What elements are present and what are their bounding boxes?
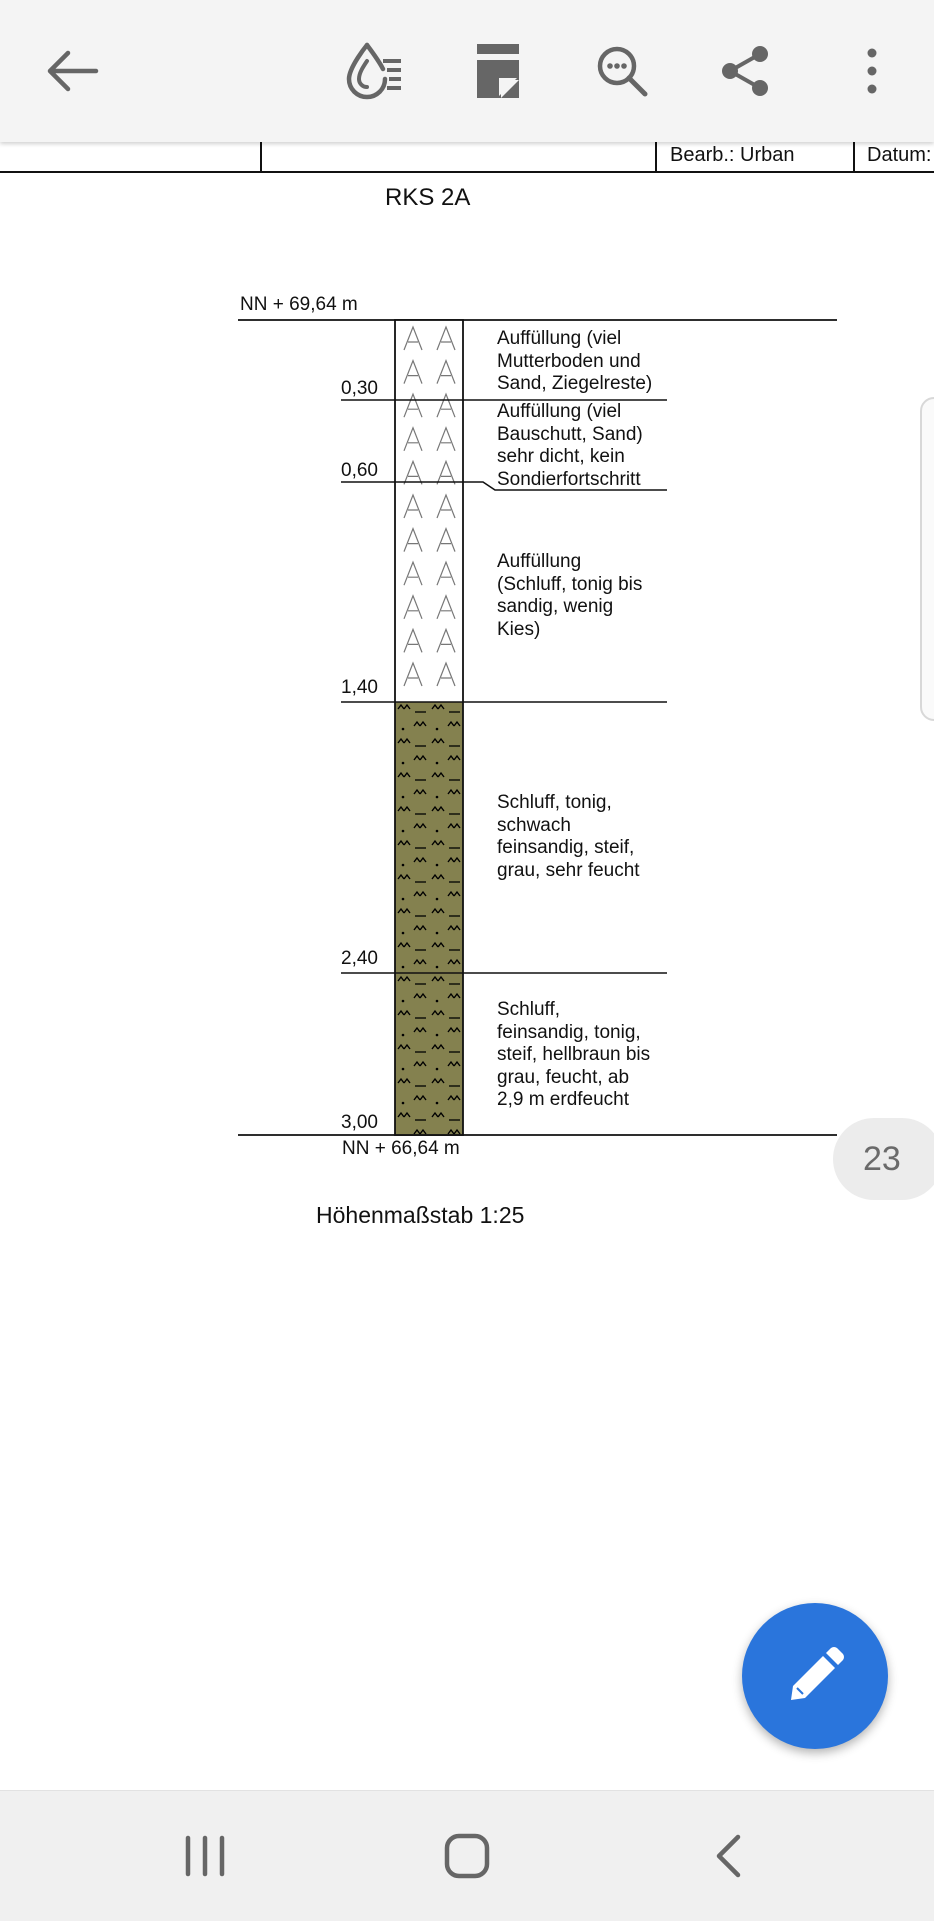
- home-button[interactable]: [422, 1816, 512, 1896]
- depth-label: 0,60: [341, 460, 378, 481]
- page-layout-button[interactable]: [453, 26, 543, 116]
- bottom-level-label: NN + 66,64 m: [342, 1138, 460, 1159]
- depth-label: 3,00: [341, 1112, 378, 1133]
- search-button[interactable]: [577, 26, 667, 116]
- layer-description: Schluff, tonig, schwach feinsandig, steif, grau, sehr feucht: [497, 792, 640, 881]
- top-level-label: NN + 69,64 m: [240, 294, 358, 315]
- home-icon: [444, 1833, 490, 1879]
- depth-label: 1,40: [341, 677, 378, 698]
- share-icon: [720, 45, 770, 97]
- recent-apps-button[interactable]: [160, 1816, 250, 1896]
- page-number-badge: 23: [833, 1118, 934, 1200]
- edit-pencil-icon: [785, 1646, 845, 1706]
- share-button[interactable]: [700, 26, 790, 116]
- more-vert-icon: [866, 48, 878, 94]
- edit-fab-button[interactable]: [742, 1603, 888, 1749]
- nav-back-button[interactable]: [683, 1816, 773, 1896]
- document-page[interactable]: [0, 142, 934, 1790]
- header-editor-cell: Bearb.: Urban: [670, 144, 795, 166]
- layer-description: Auffüllung (viel Bauschutt, Sand) sehr dicht, kein Sondierfortschritt: [497, 401, 643, 490]
- side-panel-handle[interactable]: [920, 397, 934, 721]
- layer-description: Schluff, feinsandig, tonig, steif, hellbraun bis grau, feucht, ab 2,9 m erdfeucht: [497, 999, 651, 1110]
- depth-label: 2,40: [341, 948, 378, 969]
- scale-label: Höhenmaßstab 1:25: [316, 1202, 525, 1228]
- back-button[interactable]: [27, 26, 117, 116]
- page-layout-icon: [475, 42, 521, 100]
- view-mode-button[interactable]: [330, 26, 420, 116]
- recent-apps-icon: [183, 1835, 227, 1877]
- nav-back-icon: [713, 1833, 743, 1879]
- borehole-title: RKS 2A: [385, 184, 471, 211]
- more-options-button[interactable]: [827, 26, 917, 116]
- depth-label: 0,30: [341, 378, 378, 399]
- borehole-column: [0, 142, 934, 1142]
- app-toolbar: [0, 0, 934, 142]
- layer-description: Auffüllung (Schluff, tonig bis sandig, wenig Kies): [497, 551, 643, 640]
- header-date-cell: Datum:: [867, 144, 932, 166]
- drop-view-icon: [343, 39, 407, 103]
- layer-description: Auffüllung (viel Mutterboden und Sand, Ziegelreste): [497, 328, 653, 394]
- system-nav-bar: [0, 1790, 934, 1921]
- search-icon: [595, 44, 649, 98]
- back-arrow-icon: [44, 49, 100, 93]
